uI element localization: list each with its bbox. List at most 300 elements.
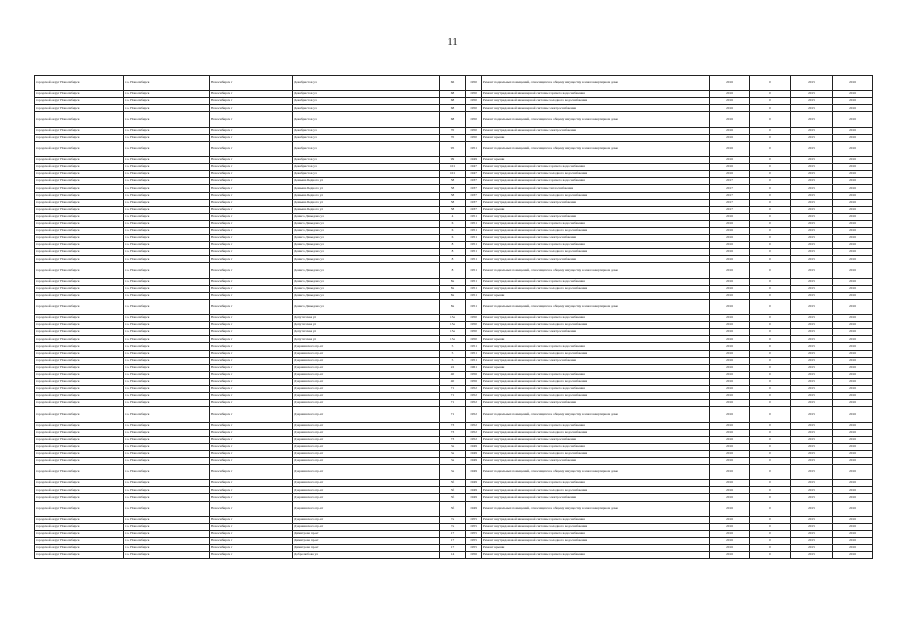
municipality-cell: городской округ Новосибирск — [35, 192, 124, 199]
house-cell: 3б — [440, 501, 466, 516]
table-row — [35, 501, 873, 516]
locality-cell: Новосибирск г — [210, 263, 293, 278]
street-cell: Дзержинского пр-кт — [293, 400, 440, 407]
to-year-cell: 2016 — [833, 213, 873, 220]
locality-cell: Новосибирск г — [210, 134, 293, 141]
municipality-cell: городской округ Новосибирск — [35, 164, 124, 171]
locality-cell: Новосибирск г — [210, 393, 293, 400]
quantity-cell: 0 — [750, 552, 791, 559]
quantity-cell: 0 — [750, 213, 791, 220]
work-type-cell: Ремонт подвальных помещений, относящихся к общему имуществу в многоквартирном доме — [482, 263, 710, 278]
street-cell: Добролюбова ул — [293, 552, 440, 559]
quantity-cell: 0 — [750, 185, 791, 192]
table-row — [35, 465, 873, 480]
municipality-cell: городской округ Новосибирск — [35, 400, 124, 407]
plan-year-cell: 2016 — [710, 457, 750, 464]
city-cell: г.о. Новосибирск — [124, 134, 210, 141]
to-year-cell: 2016 — [833, 105, 873, 112]
quantity-cell: 0 — [750, 249, 791, 256]
house-cell: 4 — [440, 213, 466, 220]
quantity-cell: 0 — [750, 227, 791, 234]
from-year-cell: 2015 — [791, 378, 833, 385]
work-type-cell: Ремонт внутридомовой инженерной системы горячего водоснабжения — [482, 278, 710, 285]
from-year-cell: 2015 — [791, 436, 833, 443]
plan-year-cell: 2016 — [710, 552, 750, 559]
house-cell: 17 — [440, 530, 466, 537]
street-cell: Дзержинского пр-кт — [293, 450, 440, 457]
locality-cell: Новосибирск г — [210, 429, 293, 436]
street-cell: Дениса Давыдова ул — [293, 256, 440, 263]
work-type-cell: Ремонт внутридомовой инженерной системы электроснабжения — [482, 127, 710, 134]
locality-cell: Новосибирск г — [210, 538, 293, 545]
locality-cell: Новосибирск г — [210, 235, 293, 242]
quantity-cell: 0 — [750, 443, 791, 450]
street-cell: Дзержинского пр-кт — [293, 350, 440, 357]
year-built-cell: 1951 — [466, 235, 482, 242]
work-type-cell: Ремонт внутридомовой инженерной системы горячего водоснабжения — [482, 516, 710, 523]
work-type-cell: Ремонт внутридомовой инженерной системы холодного водоснабжения — [482, 227, 710, 234]
work-type-cell: Ремонт внутридомовой инженерной системы горячего водоснабжения — [482, 178, 710, 185]
quantity-cell: 0 — [750, 256, 791, 263]
from-year-cell: 2015 — [791, 465, 833, 480]
from-year-cell: 2015 — [791, 164, 833, 171]
to-year-cell: 2016 — [833, 322, 873, 329]
quantity-cell: 0 — [750, 538, 791, 545]
year-built-cell: 1955 — [466, 523, 482, 530]
street-cell: Декабристов ул — [293, 127, 440, 134]
from-year-cell: 2015 — [791, 192, 833, 199]
plan-year-cell: 2016 — [710, 105, 750, 112]
year-built-cell: 1950 — [466, 112, 482, 127]
table-row — [35, 278, 873, 285]
table-row — [35, 185, 873, 192]
work-type-cell: Ремонт внутридомовой инженерной системы горячего водоснабжения — [482, 480, 710, 487]
house-cell: 58 — [440, 192, 466, 199]
locality-cell: Новосибирск г — [210, 256, 293, 263]
city-cell: г.о. Новосибирск — [124, 400, 210, 407]
plan-year-cell: 2017 — [710, 192, 750, 199]
to-year-cell: 2016 — [833, 465, 873, 480]
from-year-cell: 2015 — [791, 538, 833, 545]
municipality-cell: городской округ Новосибирск — [35, 213, 124, 220]
locality-cell: Новосибирск г — [210, 105, 293, 112]
city-cell: г.о. Новосибирск — [124, 371, 210, 378]
work-type-cell: Ремонт внутридомовой инженерной системы горячего водоснабжения — [482, 443, 710, 450]
house-cell: 15а — [440, 315, 466, 322]
plan-year-cell: 2016 — [710, 530, 750, 537]
plan-year-cell: 2016 — [710, 422, 750, 429]
table-row — [35, 199, 873, 206]
from-year-cell: 2015 — [791, 357, 833, 364]
from-year-cell: 2015 — [791, 157, 833, 164]
table-row — [35, 76, 873, 91]
quantity-cell: 0 — [750, 134, 791, 141]
house-cell: 40 — [440, 378, 466, 385]
street-cell: Депутатская ул — [293, 315, 440, 322]
quantity-cell: 0 — [750, 422, 791, 429]
quantity-cell: 0 — [750, 278, 791, 285]
street-cell: Декабристов ул — [293, 134, 440, 141]
year-built-cell: 1937 — [466, 199, 482, 206]
city-cell: г.о. Новосибирск — [124, 436, 210, 443]
municipality-cell: городской округ Новосибирск — [35, 91, 124, 98]
quantity-cell: 0 — [750, 545, 791, 552]
street-cell: Депутатская ул — [293, 329, 440, 336]
from-year-cell: 2015 — [791, 322, 833, 329]
work-type-cell: Ремонт подвальных помещений, относящихся к общему имуществу в многоквартирном доме — [482, 141, 710, 156]
locality-cell: Новосибирск г — [210, 552, 293, 559]
year-built-cell: 1950 — [466, 76, 482, 91]
house-cell: 71 — [440, 386, 466, 393]
city-cell: г.о. Новосибирск — [124, 480, 210, 487]
plan-year-cell: 2016 — [710, 436, 750, 443]
house-cell: 8а — [440, 278, 466, 285]
table-row — [35, 322, 873, 329]
work-type-cell: Ремонт внутридомовой инженерной системы холодного водоснабжения — [482, 322, 710, 329]
from-year-cell: 2015 — [791, 112, 833, 127]
locality-cell: Новосибирск г — [210, 278, 293, 285]
plan-year-cell: 2016 — [710, 538, 750, 545]
work-type-cell: Ремонт внутридомовой инженерной системы электроснабжения — [482, 329, 710, 336]
from-year-cell: 2015 — [791, 299, 833, 314]
year-built-cell: 1950 — [466, 329, 482, 336]
to-year-cell: 2016 — [833, 278, 873, 285]
plan-year-cell: 2016 — [710, 213, 750, 220]
to-year-cell: 2016 — [833, 227, 873, 234]
work-type-cell: Ремонт подвальных помещений, относящихся к общему имуществу в многоквартирном доме — [482, 407, 710, 422]
from-year-cell: 2015 — [791, 422, 833, 429]
city-cell: г.о. Новосибирск — [124, 378, 210, 385]
from-year-cell: 2015 — [791, 429, 833, 436]
city-cell: г.о. Новосибирск — [124, 357, 210, 364]
city-cell: г.о. Новосибирск — [124, 322, 210, 329]
year-built-cell: 1937 — [466, 178, 482, 185]
quantity-cell: 0 — [750, 105, 791, 112]
to-year-cell: 2016 — [833, 134, 873, 141]
city-cell: г.о. Новосибирск — [124, 494, 210, 501]
locality-cell: Новосибирск г — [210, 91, 293, 98]
municipality-cell: городской округ Новосибирск — [35, 299, 124, 314]
table-row — [35, 164, 873, 171]
plan-year-cell: 2016 — [710, 285, 750, 292]
city-cell: г.о. Новосибирск — [124, 465, 210, 480]
street-cell: Депутатская ул — [293, 336, 440, 343]
table-row — [35, 429, 873, 436]
street-cell: Дзержинского пр-кт — [293, 480, 440, 487]
municipality-cell: городской округ Новосибирск — [35, 256, 124, 263]
street-cell: Дзержинского пр-кт — [293, 443, 440, 450]
street-cell: Дзержинского пр-кт — [293, 407, 440, 422]
locality-cell: Новосибирск г — [210, 450, 293, 457]
year-built-cell: 1950 — [466, 134, 482, 141]
street-cell: Димитрова пр-кт — [293, 538, 440, 545]
city-cell: г.о. Новосибирск — [124, 141, 210, 156]
plan-year-cell: 2016 — [710, 371, 750, 378]
house-cell: 71 — [440, 400, 466, 407]
house-cell: 3б — [440, 494, 466, 501]
work-type-cell: Ремонт внутридомовой инженерной системы горячего водоснабжения — [482, 164, 710, 171]
city-cell: г.о. Новосибирск — [124, 407, 210, 422]
municipality-cell: городской округ Новосибирск — [35, 329, 124, 336]
to-year-cell: 2016 — [833, 538, 873, 545]
house-cell: 73 — [440, 436, 466, 443]
table-row — [35, 530, 873, 537]
table-row — [35, 206, 873, 213]
house-cell: 3а — [440, 457, 466, 464]
quantity-cell: 0 — [750, 242, 791, 249]
work-type-cell: Ремонт внутридомовой инженерной системы холодного водоснабжения — [482, 98, 710, 105]
quantity-cell: 0 — [750, 178, 791, 185]
locality-cell: Новосибирск г — [210, 220, 293, 227]
quantity-cell: 0 — [750, 364, 791, 371]
municipality-cell: городской округ Новосибирск — [35, 378, 124, 385]
work-type-cell: Ремонт крыши — [482, 134, 710, 141]
document-sheet — [34, 75, 872, 559]
year-built-cell: 1949 — [466, 494, 482, 501]
municipality-cell: городской округ Новосибирск — [35, 141, 124, 156]
street-cell: Демьяна Бедного ул — [293, 206, 440, 213]
table-row — [35, 538, 873, 545]
street-cell: Декабристов ул — [293, 157, 440, 164]
table-row — [35, 457, 873, 464]
quantity-cell: 0 — [750, 235, 791, 242]
table-row — [35, 407, 873, 422]
year-built-cell: 1949 — [466, 457, 482, 464]
table-row — [35, 393, 873, 400]
plan-year-cell: 2016 — [710, 443, 750, 450]
street-cell: Дзержинского пр-кт — [293, 343, 440, 350]
locality-cell: Новосибирск г — [210, 371, 293, 378]
city-cell: г.о. Новосибирск — [124, 386, 210, 393]
table-row — [35, 242, 873, 249]
house-cell: 6 — [440, 220, 466, 227]
from-year-cell: 2015 — [791, 171, 833, 178]
locality-cell: Новосибирск г — [210, 422, 293, 429]
to-year-cell: 2016 — [833, 501, 873, 516]
table-row — [35, 91, 873, 98]
from-year-cell: 2015 — [791, 292, 833, 299]
year-built-cell: 1951 — [466, 285, 482, 292]
locality-cell: Новосибирск г — [210, 292, 293, 299]
municipality-cell: городской округ Новосибирск — [35, 429, 124, 436]
year-built-cell: 1937 — [466, 206, 482, 213]
year-built-cell: 1950 — [466, 315, 482, 322]
to-year-cell: 2016 — [833, 263, 873, 278]
locality-cell: Новосибирск г — [210, 501, 293, 516]
table-row — [35, 329, 873, 336]
to-year-cell: 2016 — [833, 545, 873, 552]
locality-cell: Новосибирск г — [210, 249, 293, 256]
street-cell: Дзержинского пр-кт — [293, 429, 440, 436]
locality-cell: Новосибирск г — [210, 322, 293, 329]
plan-year-cell: 2016 — [710, 429, 750, 436]
quantity-cell: 0 — [750, 378, 791, 385]
plan-year-cell: 2016 — [710, 350, 750, 357]
city-cell: г.о. Новосибирск — [124, 199, 210, 206]
quantity-cell: 0 — [750, 322, 791, 329]
city-cell: г.о. Новосибирск — [124, 178, 210, 185]
to-year-cell: 2016 — [833, 292, 873, 299]
quantity-cell: 0 — [750, 523, 791, 530]
quantity-cell: 0 — [750, 386, 791, 393]
year-built-cell: 1949 — [466, 465, 482, 480]
municipality-cell: городской округ Новосибирск — [35, 292, 124, 299]
city-cell: г.о. Новосибирск — [124, 206, 210, 213]
to-year-cell: 2016 — [833, 299, 873, 314]
street-cell: Дениса Давыдова ул — [293, 278, 440, 285]
from-year-cell: 2015 — [791, 443, 833, 450]
year-built-cell: 1952 — [466, 429, 482, 436]
street-cell: Декабристов ул — [293, 98, 440, 105]
from-year-cell: 2015 — [791, 336, 833, 343]
locality-cell: Новосибирск г — [210, 407, 293, 422]
locality-cell: Новосибирск г — [210, 98, 293, 105]
city-cell: г.о. Новосибирск — [124, 292, 210, 299]
table-row — [35, 494, 873, 501]
table-row — [35, 545, 873, 552]
work-type-cell: Ремонт внутридомовой инженерной системы электроснабжения — [482, 357, 710, 364]
locality-cell: Новосибирск г — [210, 76, 293, 91]
municipality-cell: городской округ Новосибирск — [35, 501, 124, 516]
locality-cell: Новосибирск г — [210, 494, 293, 501]
quantity-cell: 0 — [750, 465, 791, 480]
year-built-cell: 1955 — [466, 538, 482, 545]
to-year-cell: 2016 — [833, 171, 873, 178]
year-built-cell: 1952 — [466, 386, 482, 393]
municipality-cell: городской округ Новосибирск — [35, 487, 124, 494]
to-year-cell: 2016 — [833, 242, 873, 249]
house-cell: 6 — [440, 227, 466, 234]
from-year-cell: 2015 — [791, 178, 833, 185]
to-year-cell: 2016 — [833, 378, 873, 385]
to-year-cell: 2016 — [833, 164, 873, 171]
to-year-cell: 2016 — [833, 127, 873, 134]
to-year-cell: 2016 — [833, 350, 873, 357]
to-year-cell: 2016 — [833, 386, 873, 393]
plan-year-cell: 2016 — [710, 407, 750, 422]
quantity-cell: 0 — [750, 350, 791, 357]
city-cell: г.о. Новосибирск — [124, 364, 210, 371]
plan-year-cell: 2016 — [710, 249, 750, 256]
from-year-cell: 2015 — [791, 457, 833, 464]
quantity-cell: 0 — [750, 501, 791, 516]
table-row — [35, 523, 873, 530]
year-built-cell: 1950 — [466, 98, 482, 105]
city-cell: г.о. Новосибирск — [124, 227, 210, 234]
from-year-cell: 2015 — [791, 199, 833, 206]
house-cell: 8 — [440, 242, 466, 249]
plan-year-cell: 2017 — [710, 199, 750, 206]
work-type-cell: Ремонт внутридомовой инженерной системы горячего водоснабжения — [482, 530, 710, 537]
locality-cell: Новосибирск г — [210, 206, 293, 213]
city-cell: г.о. Новосибирск — [124, 185, 210, 192]
house-cell: 6 — [440, 235, 466, 242]
from-year-cell: 2015 — [791, 371, 833, 378]
municipality-cell: городской округ Новосибирск — [35, 285, 124, 292]
year-built-cell: 1950 — [466, 336, 482, 343]
municipality-cell: городской округ Новосибирск — [35, 185, 124, 192]
from-year-cell: 2015 — [791, 285, 833, 292]
year-built-cell: 1952 — [466, 393, 482, 400]
table-row — [35, 315, 873, 322]
municipality-cell: городской округ Новосибирск — [35, 530, 124, 537]
plan-year-cell: 2016 — [710, 378, 750, 385]
year-built-cell: 1951 — [466, 249, 482, 256]
work-type-cell: Ремонт внутридомовой инженерной системы холодного водоснабжения — [482, 450, 710, 457]
work-type-cell: Ремонт внутридомовой инженерной системы горячего водоснабжения — [482, 242, 710, 249]
year-built-cell: 1949 — [466, 487, 482, 494]
locality-cell: Новосибирск г — [210, 443, 293, 450]
street-cell: Димитрова пр-кт — [293, 530, 440, 537]
quantity-cell: 0 — [750, 343, 791, 350]
city-cell: г.о. Новосибирск — [124, 263, 210, 278]
to-year-cell: 2016 — [833, 141, 873, 156]
street-cell: Декабристов ул — [293, 171, 440, 178]
table-row — [35, 263, 873, 278]
to-year-cell: 2016 — [833, 192, 873, 199]
municipality-cell: городской округ Новосибирск — [35, 336, 124, 343]
house-cell: 15а — [440, 322, 466, 329]
to-year-cell: 2016 — [833, 450, 873, 457]
street-cell: Демьяна Бедного ул — [293, 178, 440, 185]
city-cell: г.о. Новосибирск — [124, 523, 210, 530]
municipality-cell: городской округ Новосибирск — [35, 249, 124, 256]
from-year-cell: 2015 — [791, 227, 833, 234]
table-row — [35, 134, 873, 141]
street-cell: Демьяна Бедного ул — [293, 185, 440, 192]
plan-year-cell: 2016 — [710, 227, 750, 234]
quantity-cell: 0 — [750, 487, 791, 494]
municipality-cell: городской округ Новосибирск — [35, 516, 124, 523]
from-year-cell: 2015 — [791, 480, 833, 487]
year-built-cell: 1947 — [466, 171, 482, 178]
street-cell: Дзержинского пр-кт — [293, 516, 440, 523]
year-built-cell: 1951 — [466, 213, 482, 220]
locality-cell: Новосибирск г — [210, 227, 293, 234]
from-year-cell: 2015 — [791, 450, 833, 457]
house-cell: 8 — [440, 263, 466, 278]
quantity-cell: 0 — [750, 91, 791, 98]
work-type-cell: Ремонт внутридомовой инженерной системы холодного водоснабжения — [482, 429, 710, 436]
plan-year-cell: 2016 — [710, 386, 750, 393]
house-cell: 40 — [440, 371, 466, 378]
municipality-cell: городской округ Новосибирск — [35, 206, 124, 213]
to-year-cell: 2016 — [833, 436, 873, 443]
city-cell: г.о. Новосибирск — [124, 538, 210, 545]
house-cell: 5 — [440, 350, 466, 357]
street-cell: Декабристов ул — [293, 164, 440, 171]
year-built-cell: 1950 — [466, 322, 482, 329]
city-cell: г.о. Новосибирск — [124, 127, 210, 134]
work-type-cell: Ремонт подвальных помещений, относящихся к общему имуществу в многоквартирном доме — [482, 112, 710, 127]
to-year-cell: 2016 — [833, 91, 873, 98]
city-cell: г.о. Новосибирск — [124, 213, 210, 220]
from-year-cell: 2015 — [791, 127, 833, 134]
house-cell: 8а — [440, 292, 466, 299]
work-type-cell: Ремонт внутридомовой инженерной системы электроснабжения — [482, 436, 710, 443]
city-cell: г.о. Новосибирск — [124, 171, 210, 178]
work-type-cell: Ремонт внутридомовой инженерной системы горячего водоснабжения — [482, 371, 710, 378]
street-cell: Дзержинского пр-кт — [293, 364, 440, 371]
work-type-cell: Ремонт подвальных помещений, относящихся к общему имуществу в многоквартирном доме — [482, 299, 710, 314]
house-cell: 17 — [440, 538, 466, 545]
house-cell: 101 — [440, 164, 466, 171]
plan-year-cell: 2016 — [710, 480, 750, 487]
house-cell: 3а — [440, 465, 466, 480]
year-built-cell: 1952 — [466, 400, 482, 407]
locality-cell: Новосибирск г — [210, 164, 293, 171]
plan-year-cell: 2016 — [710, 336, 750, 343]
